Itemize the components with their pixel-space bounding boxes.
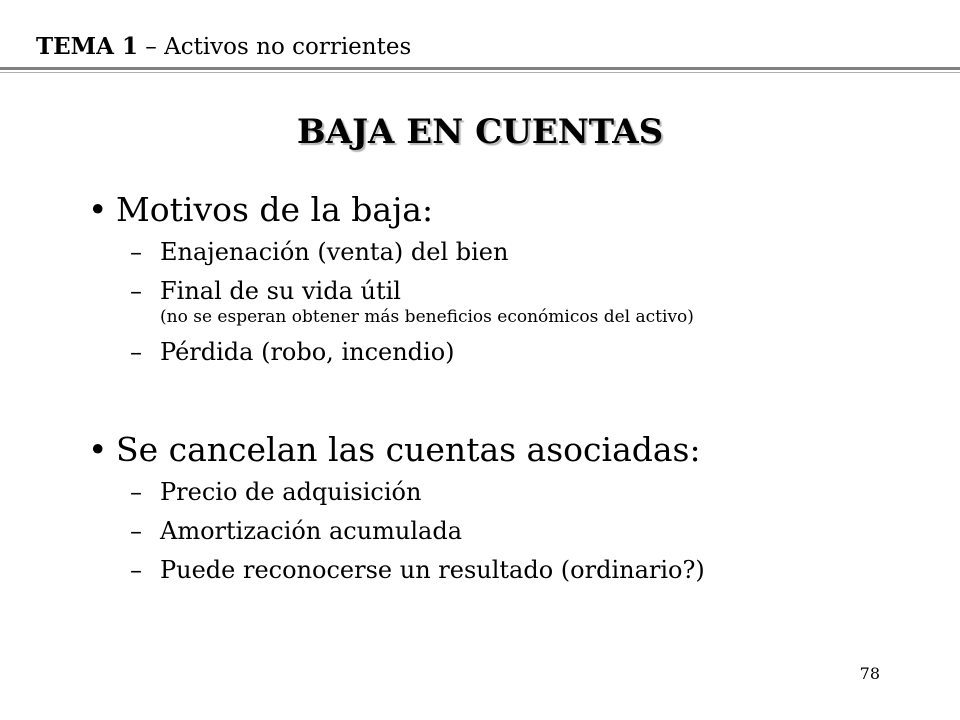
sub-item-text: Amortización acumulada (160, 517, 463, 545)
bullet-text: Se cancelan las cuentas asociadas: (116, 430, 701, 469)
header-topic: TEMA 1 (36, 33, 138, 60)
dash-icon: – (130, 277, 142, 305)
header-subtitle: Activos no corrientes (164, 34, 412, 60)
sub-item-text: Pérdida (robo, incendio) (160, 338, 455, 366)
bullet-item (88, 430, 705, 470)
sub-item-text: Final de su vida útil (160, 277, 401, 305)
page-number: 78 (859, 664, 880, 683)
bullet-section-cancelacion (88, 430, 705, 585)
dash-icon: – (130, 238, 142, 266)
sub-item (130, 516, 705, 546)
dash-icon: – (130, 478, 142, 506)
bullet-dot-icon: • (88, 430, 108, 469)
header-separator: – (137, 34, 165, 60)
sub-item (130, 555, 705, 585)
header-divider-thick (0, 67, 960, 70)
bullet-item (88, 190, 694, 230)
bullet-text: Motivos de la baja: (116, 190, 434, 229)
dash-icon: – (130, 556, 142, 584)
sub-item-text: Enajenación (venta) del bien (160, 238, 509, 266)
slide-title: BAJA EN CUENTAS (296, 112, 664, 152)
bullet-dot-icon: • (88, 190, 108, 229)
sub-item (130, 477, 705, 507)
dash-icon: – (130, 517, 142, 545)
sub-item (130, 237, 694, 267)
dash-icon: – (130, 338, 142, 366)
sub-item (130, 276, 694, 306)
slide-header (36, 33, 411, 60)
sub-item-text: Puede reconocerse un resultado (ordinario?) (160, 556, 705, 584)
sub-item-text: Precio de adquisición (160, 478, 422, 506)
sub-item (130, 337, 694, 367)
bullet-section-motivos (88, 190, 694, 367)
sub-item-note: (no se esperan obtener más beneficios económicos del activo) (160, 307, 694, 327)
header-divider-thin (0, 72, 960, 73)
